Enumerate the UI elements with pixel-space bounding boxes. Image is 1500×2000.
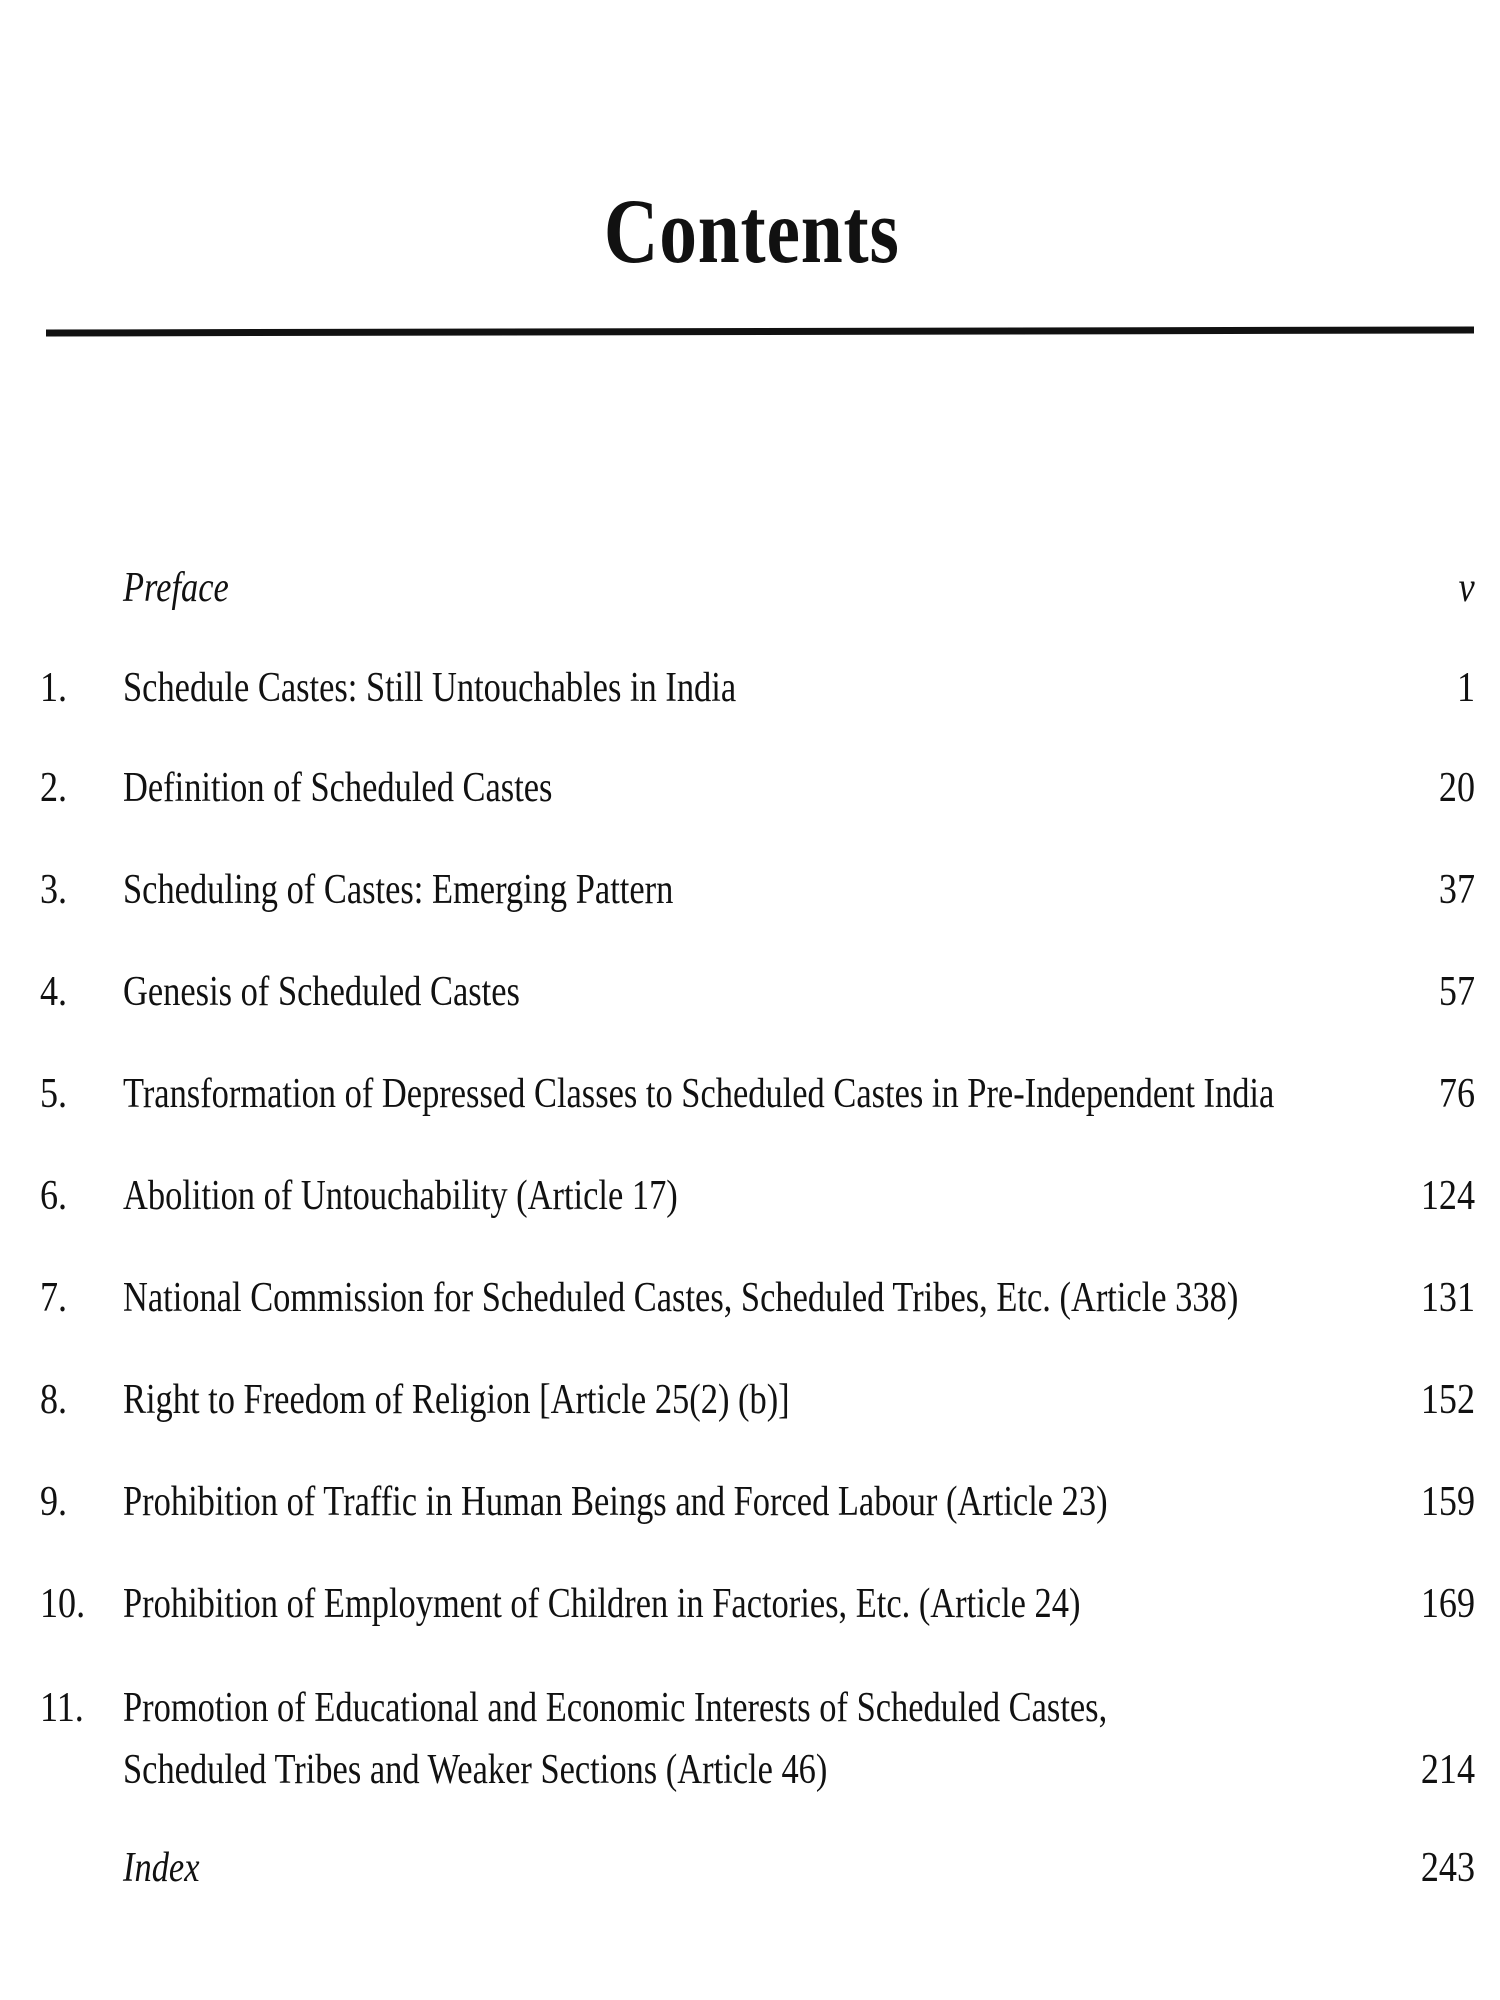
- entry-title: Scheduling of Castes: Emerging Pattern: [123, 867, 674, 913]
- entry-number: 9.: [40, 1479, 68, 1525]
- entry-page: 131: [1420, 1275, 1475, 1321]
- entry-title: Genesis of Scheduled Castes: [123, 969, 520, 1015]
- entry-number: 10.: [40, 1581, 86, 1627]
- entry-page: 57: [1438, 969, 1475, 1015]
- entry-page: 1: [1456, 665, 1475, 711]
- entry-page: 169: [1420, 1581, 1475, 1627]
- entry-number: 11.: [40, 1685, 84, 1731]
- entry-title: Index: [123, 1845, 200, 1891]
- entry-number: 1.: [40, 665, 68, 711]
- page-title: Contents: [603, 180, 900, 282]
- entry-number: 8.: [40, 1377, 68, 1423]
- entry-number: 6.: [40, 1173, 68, 1219]
- entry-title: National Commission for Scheduled Castes, Scheduled Tribes, Etc. (Article 338): [123, 1275, 1239, 1321]
- entry-number: 5.: [40, 1071, 68, 1117]
- entry-page: 243: [1420, 1845, 1475, 1891]
- entry-title: Abolition of Untouchability (Article 17): [123, 1173, 678, 1219]
- entry-title: Definition of Scheduled Castes: [123, 765, 553, 811]
- entry-number: 4.: [40, 969, 68, 1015]
- entry-number: 7.: [40, 1275, 68, 1321]
- entry-page: 76: [1438, 1071, 1475, 1117]
- entry-title: Transformation of Depressed Classes to Scheduled Castes in Pre-Independent India: [123, 1071, 1275, 1117]
- entry-page: 37: [1438, 867, 1475, 913]
- entry-number: 3.: [40, 867, 68, 913]
- entry-title: Preface: [123, 565, 229, 611]
- entry-title: Prohibition of Traffic in Human Beings and Forced Labour (Article 23): [123, 1479, 1108, 1525]
- entry-page: 152: [1420, 1377, 1475, 1423]
- entry-title: Prohibition of Employment of Children in Factories, Etc. (Article 24): [123, 1581, 1081, 1627]
- entry-title: Schedule Castes: Still Untouchables in India: [123, 665, 737, 711]
- entry-title: Right to Freedom of Religion [Article 25(2) (b)]: [123, 1377, 790, 1423]
- entry-page: v: [1458, 565, 1475, 611]
- entry-page: 159: [1420, 1479, 1475, 1525]
- entry-page: 20: [1438, 765, 1475, 811]
- entry-number: 2.: [40, 765, 68, 811]
- entry-title-continued: Scheduled Tribes and Weaker Sections (Article 46): [123, 1747, 828, 1793]
- entry-page: 214: [1420, 1747, 1475, 1793]
- entry-page: 124: [1420, 1173, 1475, 1219]
- entry-title: Promotion of Educational and Economic Interests of Scheduled Castes,: [123, 1685, 1108, 1731]
